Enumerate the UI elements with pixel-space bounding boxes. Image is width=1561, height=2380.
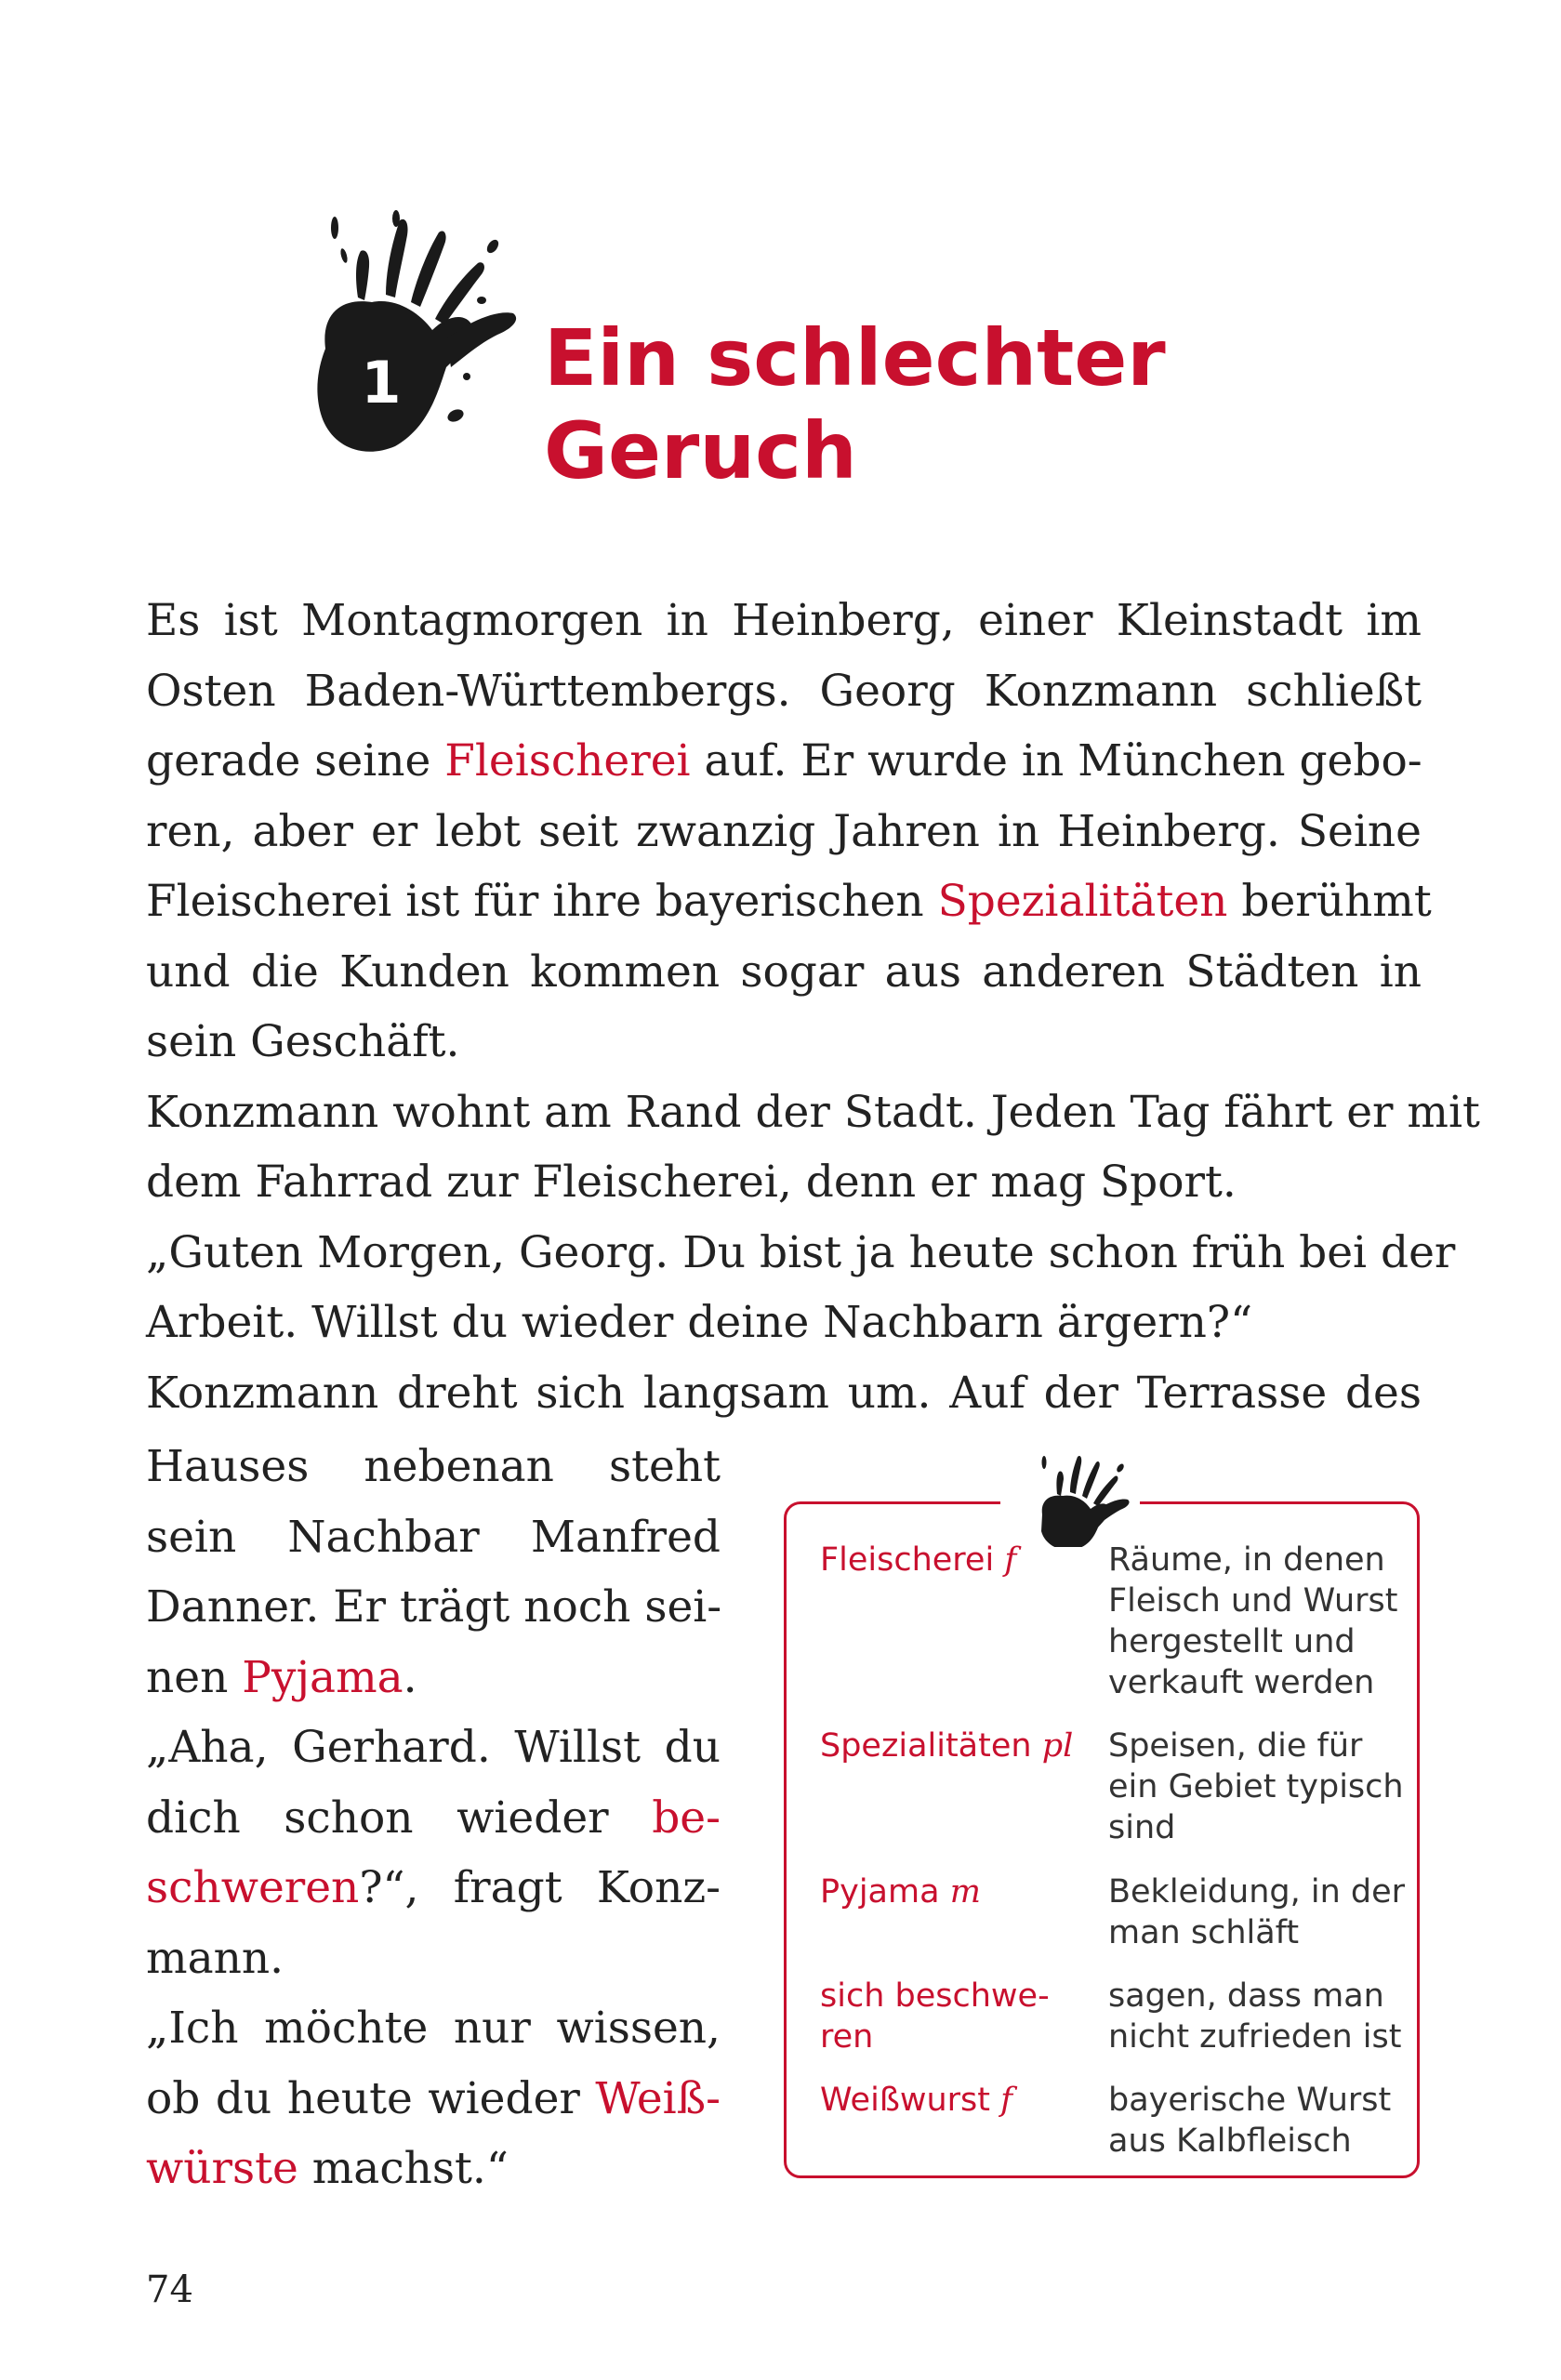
text-line: ren, aber er lebt seit zwanzig Jahren in Heinberg. Seine bbox=[146, 805, 1422, 857]
chapter-title-line2: Geruch bbox=[544, 405, 857, 496]
text-line: ob du heute wieder Weiß- bbox=[146, 2072, 721, 2124]
vocab-word-fleischerei: Fleischerei bbox=[444, 735, 691, 787]
text-line: Konzmann wohnt am Rand der Stadt. Jeden Tag fährt er mit bbox=[146, 1086, 1480, 1138]
text-line: Arbeit. Willst du wieder deine Nachbarn ärgern?“ bbox=[146, 1297, 1253, 1348]
text-line: Osten Baden-Württembergs. Georg Konzmann schließt bbox=[146, 665, 1422, 717]
glossary-definition: Bekleidung, in der man schläft bbox=[1108, 1873, 1406, 1951]
text-line: „Aha, Gerhard. Willst du bbox=[146, 1722, 721, 1773]
text-line: „Guten Morgen, Georg. Du bist ja heute schon früh bei der bbox=[146, 1226, 1456, 1278]
text-line: Danner. Er trägt noch sei- bbox=[146, 1581, 722, 1633]
glossary-term: Fleischerei f bbox=[820, 1541, 1017, 1579]
text-line: „Ich möchte nur wissen, bbox=[146, 2003, 721, 2054]
handprint-icon bbox=[307, 209, 549, 460]
vocab-word-weisswurst-part1: Weiß- bbox=[595, 2072, 721, 2124]
body-text bbox=[146, 586, 1480, 1428]
glossary-term: Spezialitäten pl bbox=[820, 1727, 1074, 1765]
text-line: sein Geschäft. bbox=[146, 1016, 460, 1067]
glossary-definition: Speisen, die für ein Gebiet typisch sind bbox=[1108, 1727, 1404, 1846]
page-number: 74 bbox=[146, 2268, 193, 2311]
handprint-icon bbox=[1000, 1445, 1140, 1547]
glossary-term: Pyjama m bbox=[820, 1873, 981, 1911]
text-line: schweren?“, fragt Konz- bbox=[146, 1862, 721, 1913]
text-line: dich schon wieder be- bbox=[146, 1792, 721, 1844]
vocab-word-spezialitaeten: Spezialitäten bbox=[937, 876, 1228, 927]
text-line: Fleischerei ist für ihre bayerischen Spezialitäten berühmt bbox=[146, 876, 1432, 927]
vocab-word-beschweren-part1: be- bbox=[652, 1792, 721, 1844]
chapter-header bbox=[307, 209, 1237, 525]
text-line: dem Fahrrad zur Fleischerei, denn er mag Sport. bbox=[146, 1157, 1237, 1208]
glossary-definition: bayerische Wurst aus Kalbfleisch bbox=[1108, 2082, 1392, 2160]
text-line: Es ist Montagmorgen in Heinberg, einer Kleinstadt im bbox=[146, 595, 1422, 646]
chapter-title-line1: Ein schlechter bbox=[544, 312, 1166, 403]
glossary-definition: Räume, in denen Fleisch und Wurst hergestellt und verkauft werden bbox=[1108, 1541, 1398, 1701]
glossary-term: Weißwurst f bbox=[820, 2082, 1013, 2119]
glossary-term: sich beschwe- ren bbox=[820, 1977, 1050, 2056]
text-line: und die Kunden kommen sogar aus anderen Städten in bbox=[146, 945, 1422, 998]
text-line: gerade seine Fleischerei auf. Er wurde in München gebo- bbox=[146, 735, 1422, 787]
text-line: Hauses nebenan steht bbox=[146, 1441, 721, 1492]
chapter-title bbox=[544, 311, 1166, 497]
text-line: würste machst.“ bbox=[146, 2143, 509, 2194]
glossary-box bbox=[784, 1501, 1420, 2178]
glossary-definition: sagen, dass man nicht zufrieden ist bbox=[1108, 1977, 1402, 2056]
vocab-word-beschweren-part2: schweren bbox=[146, 1862, 360, 1913]
text-line: nen Pyjama. bbox=[146, 1651, 417, 1703]
narrow-text-column bbox=[146, 1432, 721, 2204]
chapter-number: 1 bbox=[361, 349, 402, 416]
text-line: sein Nachbar Manfred bbox=[146, 1511, 721, 1563]
vocab-word-pyjama: Pyjama bbox=[242, 1651, 403, 1703]
text-line: Konzmann dreht sich langsam um. Auf der Terrasse des bbox=[146, 1367, 1422, 1419]
text-line: mann. bbox=[146, 1932, 284, 1984]
vocab-word-weisswurst-part2: würste bbox=[146, 2143, 298, 2194]
